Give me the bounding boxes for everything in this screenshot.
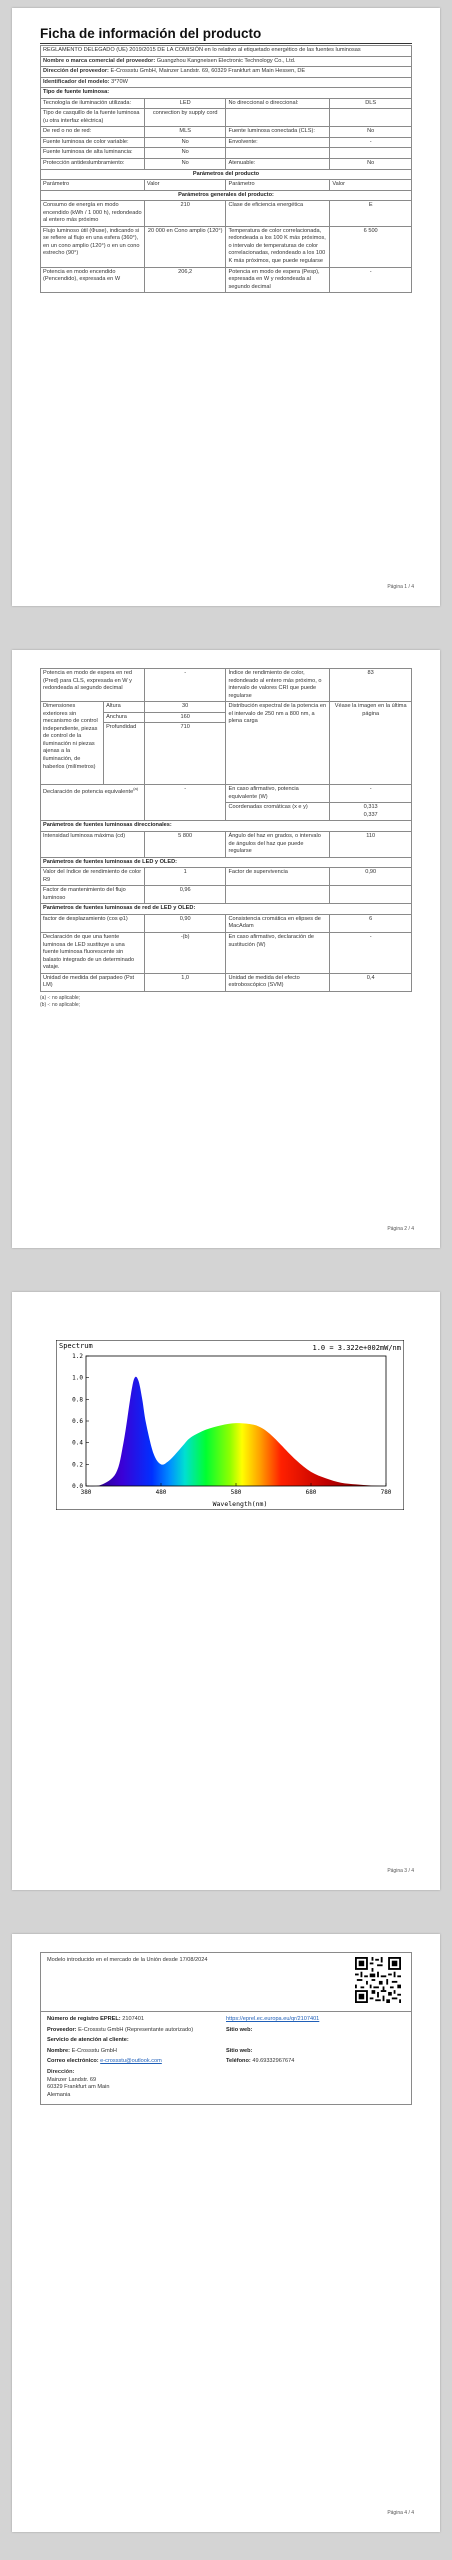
type-row: Tipo de casquillo de la fuente luminosa (u otra interfaz eléctrica) connection by supply cord: [41, 109, 412, 127]
param-row: Valor del índice de rendimiento de color R9 1 Factor de supervivencia 0,90: [41, 868, 412, 886]
footnotes: [40, 995, 412, 1010]
page-1: [12, 8, 440, 606]
params-table-continued: [40, 668, 412, 992]
param-row: Intensidad luminosa máxima (cd) 5 800 Ángulo del haz en grados, o intervalo de ángulos del haz que puede regularse 110: [41, 832, 412, 858]
page-number: Página 1 / 4: [387, 584, 414, 590]
intro-text: Modelo introducido en el mercado de la Unión desde 17/08/2024: [47, 1957, 208, 1963]
type-header: Tipo de fuente luminosa:: [41, 88, 412, 99]
dimensions-row: Profundidad 710: [41, 723, 412, 785]
page-number: Página 2 / 4: [387, 1226, 414, 1232]
y-tick-label: 0.0: [72, 1483, 83, 1490]
general-row: Flujo luminoso útil (Φuse), indicando si se refiere al flujo en una esfera (360°), en un cono amplio (120°) o en un cono estrecho (90°) 20 000 en Cono amplio (120°) Temperatura de color correlacionada, redondeada a los 100 K más próximos, o intervalo de temperaturas de color correlacionadas, redondeado a los 100 K más próximos, que puede regularse 6 500: [41, 226, 412, 267]
page-number: Página 3 / 4: [387, 1868, 414, 1874]
page-3: [12, 1292, 440, 1890]
x-tick-label: 380: [80, 1489, 92, 1496]
spectrum-svg: [56, 1340, 404, 1510]
equivalent-power-row: Declaración de potencia equivalente$^{(a)}$ - En caso afirmativo, potencia equivalente (W) -: [41, 785, 412, 803]
type-row: Fuente luminosa de alta luminancia: No: [41, 148, 412, 159]
page-title: Ficha de información del producto: [40, 26, 412, 44]
contact-email-row: Correo electrónico: e-crossstu@outlook.com Teléfono: 49.69332967674: [47, 2058, 295, 2065]
type-row: Tecnología de iluminación utilizada: LED No direccional o direccional: DLS: [41, 98, 412, 109]
registration-box: [40, 1952, 412, 2012]
x-axis-label: Wavelength(nm): [212, 1500, 268, 1508]
page-4: [12, 1934, 440, 2532]
supplier-name-row: Nombre o marca comercial del proveedor: Guangzhou Kangneisen Electronic Technology Co., Ltd.: [41, 56, 412, 67]
param-row: factor de desplazamiento (cos φ1) 0,90 Consistencia cromática en elipses de MacAdam 6: [41, 914, 412, 932]
chroma-row: Coordenadas cromáticas (x e y) 0,313 0,337: [41, 803, 412, 821]
general-row: Potencia en modo encendido (Pencendido), expresada en W 206,2 Potencia en modo de espera (Pesp), expresada en W y redondeada al segundo decimal -: [41, 267, 412, 293]
footnote-b: (b) -: no aplicable;: [40, 1002, 81, 1009]
email-link[interactable]: e-crossstu@outlook.com: [100, 2058, 162, 2065]
eprel-row: Número de registro EPREL: 2107401 https://eprel.ec.europa.eu/qr/2107401: [47, 2016, 405, 2024]
general-row: Consumo de energía en modo encendido (kWh / 1 000 h), redondeado al entero más próximo 210 Clase de eficiencia energética E: [41, 201, 412, 227]
header-table: [40, 45, 412, 293]
model-row: Identificador del modelo: 3*70W: [41, 77, 412, 88]
x-tick-label: 480: [155, 1489, 167, 1496]
param-row: Declaración de que una fuente luminosa de LED sustituye a una fuente luminosa fluorescente sin balasto integrado de un determinado vataje. -(b) En caso afirmativo, declaración de sustitución (W) -: [41, 933, 412, 974]
general-header: Parámetros generales del producto:: [41, 190, 412, 201]
page-2: [12, 650, 440, 1248]
y-tick-label: 0.6: [72, 1418, 83, 1425]
chart-scale-note: 1.0 = 3.322e+002mW/nm: [312, 1344, 401, 1352]
x-tick-label: 680: [305, 1489, 317, 1496]
regulation-text: REGLAMENTO DELEGADO (UE) 2019/2015 DE LA COMISIÓN en lo relativo al etiquetado energético de las fuentes luminosas: [41, 46, 412, 57]
y-tick-label: 1.2: [72, 1353, 83, 1360]
supplier-box: [40, 2012, 412, 2105]
param-row: Potencia en modo de espera en red (Pred) para CLS, expresada en W y redondeada al segundo decimal - Índice de rendimiento de color, redondeado al entero más próximo, o intervalo de valores CRI que puede regularse 83: [41, 669, 412, 702]
param-row: Unidad de medida del parpadeo (Pst LM) 1,0 Unidad de medida del efecto estroboscópico (SVM) 0,4: [41, 973, 412, 991]
y-tick-label: 0.2: [72, 1461, 83, 1469]
service-row: Servicio de atención al cliente:: [47, 2037, 129, 2044]
address-block: Dirección: Mainzer Landstr. 69 60329 Frankfurt am Main Alemania: [47, 2068, 110, 2099]
supplier-address-row: Dirección del proveedor: E-Crossstu GmbH, Mainzer Landstr. 69, 60329 Frankfurt am Main Hessen, DE: [41, 67, 412, 78]
footnote-a: (a) -: no aplicable;: [40, 994, 81, 1001]
x-tick-label: 580: [230, 1489, 242, 1496]
page-number: Página 4 / 4: [387, 2510, 414, 2516]
chart-title: Spectrum: [59, 1342, 93, 1350]
type-row: De red o no de red: MLS Fuente luminosa conectada (CLS): No: [41, 127, 412, 138]
param-row: Factor de mantenimiento del flujo luminoso 0,96: [41, 886, 412, 904]
led-header: Parámetros de fuentes luminosas de LED y OLED:: [41, 857, 412, 868]
qr-code-icon[interactable]: [355, 1957, 401, 2003]
dimensions-row: Dimensiones exteriores sin mecanismo de control independiente, piezas de control de la iluminación ni piezas ajenas a la iluminación, de haberlos (milímetros) Altura 30 Distribución espectral de la potencia en el intervalo de 250 nm a 800 nm, a plena carga Véase la imagen en la última página: [41, 702, 412, 713]
x-tick-label: 780: [380, 1489, 392, 1496]
type-row: Fuente luminosa de color variable: No Envolvente: -: [41, 137, 412, 148]
supplier-row: Proveedor: E-Crossstu GmbH (Representante autorizado) Sitio web:: [47, 2026, 253, 2033]
dimensions-row: Anchura 160: [41, 712, 412, 723]
contact-name-row: Nombre: E-Crossstu GmbH Sitio web:: [47, 2047, 253, 2054]
spectrum-chart: [56, 1340, 404, 1510]
params-col-header: Parámetro Valor Parámetro Valor: [41, 180, 412, 191]
eprel-link[interactable]: https://eprel.ec.europa.eu/qr/2107401: [226, 2016, 320, 2022]
type-row: Protección antideslumbramiento: No Atenuable: No: [41, 159, 412, 170]
y-tick-label: 0.8: [72, 1396, 83, 1404]
y-tick-label: 0.4: [72, 1439, 83, 1447]
mains-header: Parámetros de fuentes luminosas de red de LED y OLED:: [41, 904, 412, 915]
y-tick-label: 1.0: [72, 1374, 83, 1382]
params-header: Parámetros del producto: [41, 169, 412, 180]
directional-header: Parámetros de fuentes luminosas direccionales:: [41, 821, 412, 832]
eprel-number: 2107401: [122, 2016, 145, 2022]
